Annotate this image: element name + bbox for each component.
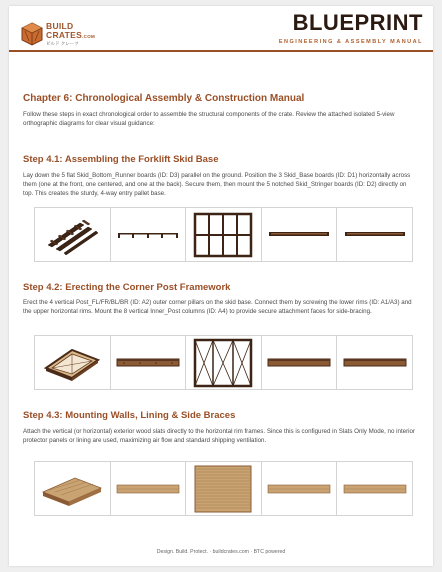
brand-katakana: ビルド クレーツ xyxy=(46,41,79,46)
post-frame-top-diagram xyxy=(193,338,253,388)
walls-isometric-diagram xyxy=(41,472,103,506)
page-subtitle: ENGINEERING & ASSEMBLY MANUAL xyxy=(278,39,423,45)
view-side-right xyxy=(337,208,412,261)
skid-base-isometric-diagram xyxy=(42,215,102,255)
post-frame-isometric-diagram xyxy=(42,344,102,382)
post-frame-side-diagram xyxy=(267,357,331,369)
view-isometric xyxy=(35,336,111,389)
view-front xyxy=(111,336,187,389)
brand-name: CRATES xyxy=(46,30,83,40)
step-body: Erect the 4 vertical Post_FL/FR/BL/BR (ID: A2) outer corner pillars on the skid base. Connect them by screwing the lower rims (ID: A1/A3) and the upper horizontal rims. Mount the 8 vertical Inner_Post columns (ID: A4) to provide secure attachment faces for side-bracing. xyxy=(23,299,412,315)
view-isometric xyxy=(35,462,111,515)
view-side-left xyxy=(262,208,338,261)
view-front xyxy=(111,462,187,515)
skid-base-end-diagram xyxy=(344,230,406,240)
brand-line1: BUILD xyxy=(46,21,74,31)
post-frame-front-diagram xyxy=(116,357,180,369)
walls-side-diagram xyxy=(267,484,331,494)
step-title: Step 4.3: Mounting Walls, Lining & Side Braces xyxy=(23,410,236,421)
view-front xyxy=(111,208,187,261)
view-top xyxy=(186,336,262,389)
walls-end-diagram xyxy=(343,484,407,494)
step-body: Attach the vertical (or horizontal) exterior wood slats directly to the horizontal rim frames. Since this is configured in Slats Only Mode, no interior protector panels or lining are used, maximizing air flow and standard shipping ventilation. xyxy=(23,428,416,444)
walls-front-diagram xyxy=(116,484,180,494)
skid-base-side-diagram xyxy=(268,230,330,240)
skid-base-top-diagram xyxy=(193,212,253,258)
walls-top-diagram xyxy=(193,464,253,514)
orthographic-views xyxy=(34,207,413,262)
brand-suffix: .COM xyxy=(82,34,96,39)
view-top xyxy=(186,462,262,515)
step-body: Lay down the 5 flat Skid_Bottom_Runner boards (ID: D3) parallel on the ground. Position the 3 Skid_Base boards (ID: D1) horizontally across them (one at the front, one centered, and one at the back). Secure them, then mount the 5 notched Skid_Stringer boards (ID: D2) directly on top. This creates the sturdy, 4-way entry pallet base. xyxy=(23,172,411,197)
view-side-right xyxy=(337,336,412,389)
manual-page xyxy=(9,6,433,566)
orthographic-views xyxy=(34,461,413,516)
header-divider xyxy=(9,50,433,52)
page-title: BLUEPRINT xyxy=(292,10,423,35)
view-isometric xyxy=(35,208,111,261)
view-side-right xyxy=(337,462,412,515)
page-header xyxy=(9,6,433,56)
post-frame-end-diagram xyxy=(343,357,407,369)
view-side-left xyxy=(262,336,338,389)
chapter-intro: Follow these steps in exact chronological order to assemble the structural components of the crate. Review the attached isolated 5-view orthographic diagrams for clear visual guidance: xyxy=(23,111,395,127)
page-footer: Design. Build. Protect. · buildcrates.com · BTC powered xyxy=(156,549,286,555)
view-side-left xyxy=(262,462,338,515)
step-title: Step 4.2: Erecting the Corner Post Framework xyxy=(23,282,231,293)
crate-logo-icon xyxy=(21,22,43,46)
skid-base-front-diagram xyxy=(117,228,179,242)
brand-line2 xyxy=(46,31,95,41)
view-top xyxy=(186,208,262,261)
step-title: Step 4.1: Assembling the Forklift Skid Base xyxy=(23,154,219,165)
chapter-title: Chapter 6: Chronological Assembly & Construction Manual xyxy=(23,93,305,104)
orthographic-views xyxy=(34,335,413,390)
